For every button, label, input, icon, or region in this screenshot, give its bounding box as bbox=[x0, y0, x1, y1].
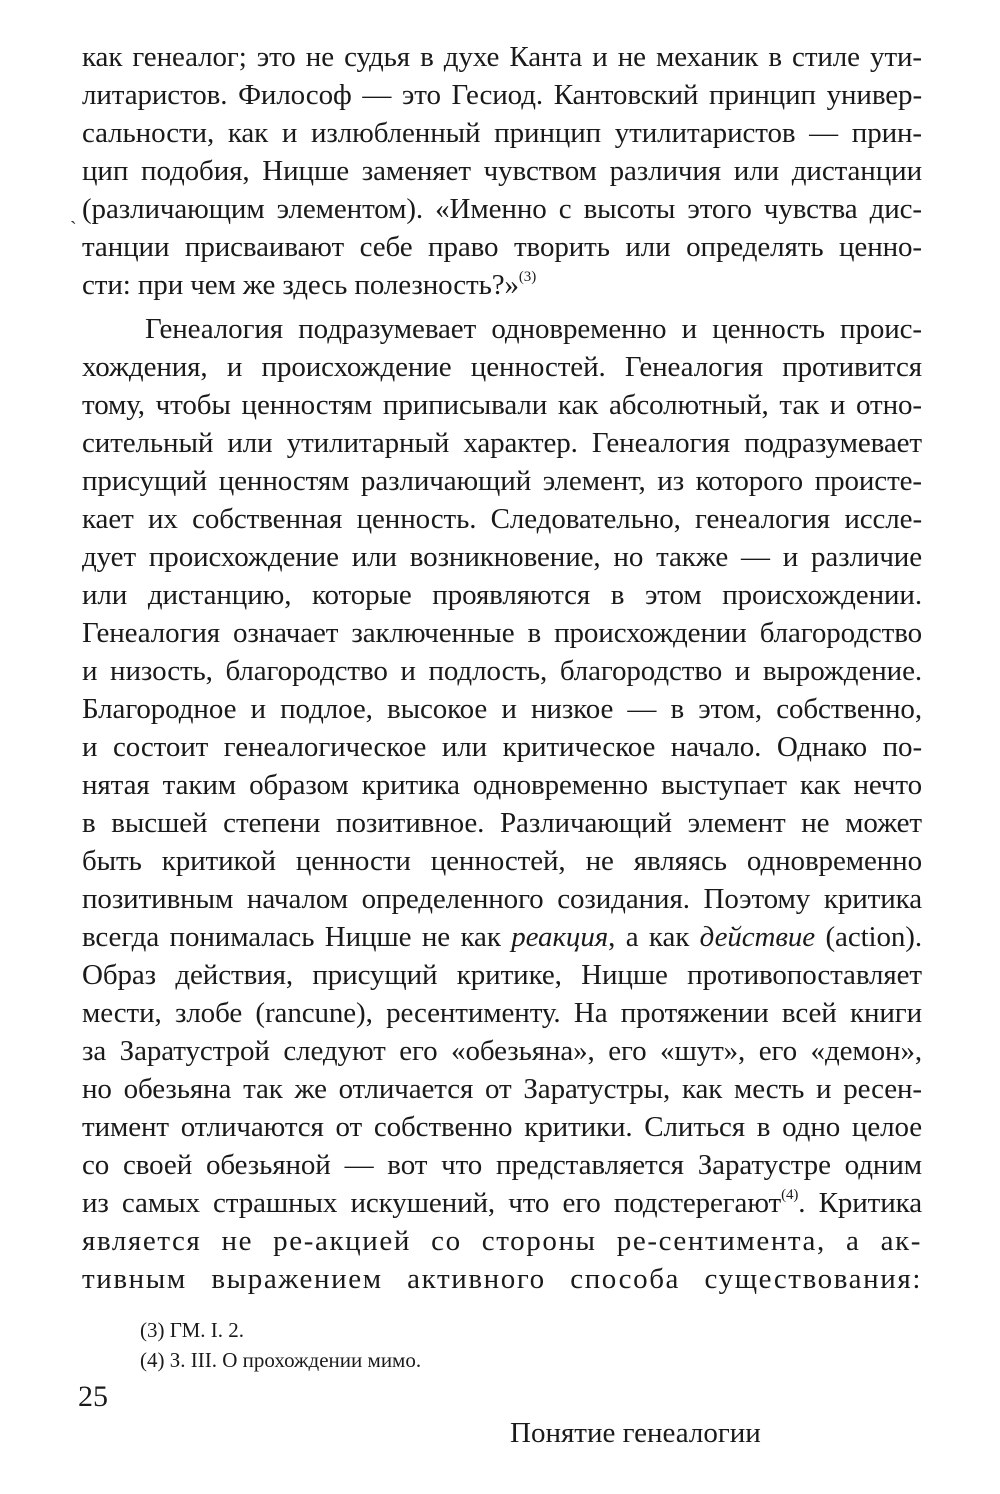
text-line: дует происхождение или возникновение, но также — и различие bbox=[82, 541, 922, 573]
italic-term: реакция bbox=[511, 921, 609, 953]
text-line: или дистанцию, которые проявляются в этом происхождении. bbox=[82, 579, 922, 611]
text-line: как генеалог; это не судья в духе Канта и не механик в стиле ути- bbox=[82, 41, 922, 73]
text-line: тому, чтобы ценностям приписывали как абсолютный, так и отно- bbox=[82, 389, 922, 421]
text-line: в высшей степени позитивное. Различающий элемент не может bbox=[82, 807, 922, 839]
text-line: Генеалогия означает заключенные в происхождении благородство bbox=[82, 617, 922, 649]
text-line: хождения, и происхождение ценностей. Генеалогия противится bbox=[82, 351, 922, 383]
italic-term: действие bbox=[699, 921, 816, 953]
text-line: тимент отличаются от собственно критики. Слиться в одно целое bbox=[82, 1111, 922, 1143]
text-line: сительный или утилитарный характер. Генеалогия подразумевает bbox=[82, 427, 922, 459]
text-line: за Заратустрой следуют его «обезьяна», его «шут», его «демон», bbox=[82, 1035, 922, 1067]
text-line: цип подобия, Ницше заменяет чувством различия или дистанции bbox=[82, 155, 922, 187]
footnote-3: (3) ГМ. I. 2. bbox=[140, 1318, 245, 1342]
text-line: Генеалогия подразумевает одновременно и ценность проис- bbox=[145, 313, 922, 345]
text-line: но обезьяна так же отличается от Заратустры, как месть и ресен- bbox=[82, 1073, 922, 1105]
text-line: Благородное и подлое, высокое и низкое — в этом, собственно, bbox=[82, 693, 922, 725]
text-line bbox=[82, 1184, 922, 1222]
page-number: 25 bbox=[78, 1380, 108, 1413]
text-line: и низость, благородство и подлость, благородство и вырождение. bbox=[82, 655, 922, 687]
text-line: и состоит генеалогическое или критическое начало. Однако по- bbox=[82, 731, 922, 763]
text-line: быть критикой ценности ценностей, не являясь одновременно bbox=[82, 845, 922, 877]
text-line: мести, злобе (rancune), ресентименту. На протяжении всей книги bbox=[82, 997, 922, 1029]
text-fragment: , а как bbox=[608, 921, 700, 953]
footnote-4: (4) З. III. О прохождении мимо. bbox=[140, 1348, 422, 1372]
text-line: литаристов. Философ — это Гесиод. Кантовский принцип универ- bbox=[82, 79, 922, 111]
scan-mark: ` bbox=[70, 218, 77, 240]
text-line: танции присваивают себе право творить или определять ценно- bbox=[82, 231, 922, 263]
footnote-ref-3: (3) bbox=[518, 269, 537, 285]
text-fragment: всегда понималась Ницше не как bbox=[82, 921, 512, 953]
text-line: позитивным началом определенного созидания. Поэтому критика bbox=[82, 883, 922, 915]
text-line: со своей обезьяной — вот что представляется Заратустре одним bbox=[82, 1149, 922, 1181]
text-line: тивным выражением активного способа существования: bbox=[82, 1263, 922, 1295]
text-line bbox=[82, 918, 922, 956]
text-line: кает их собственная ценность. Следовательно, генеалогия иссле- bbox=[82, 503, 922, 535]
text-fragment: (action). bbox=[815, 921, 923, 953]
text-line: присущий ценностям различающий элемент, из которого проистe- bbox=[82, 465, 922, 497]
text-fragment: из самых страшных искушений, что его подстерегают bbox=[82, 1187, 782, 1219]
footnote-ref-4: (4) bbox=[781, 1187, 799, 1203]
text-line: нятая таким образом критика одновременно выступает как нечто bbox=[82, 769, 922, 801]
text-line: сальности, как и излюбленный принцип утилитаристов — прин- bbox=[82, 117, 922, 149]
text-line: (различающим элементом). «Именно с высоты этого чувства дис- bbox=[82, 193, 922, 225]
text-fragment: сти: при чем же здесь полезность?» bbox=[82, 269, 519, 301]
text-fragment: . Критика bbox=[798, 1187, 922, 1219]
text-line: является не ре-акцией со стороны ре-сентимента, а ак- bbox=[82, 1225, 922, 1257]
text-line bbox=[82, 266, 922, 304]
running-head: Понятие генеалогии bbox=[510, 1417, 761, 1449]
text-line: Образ действия, присущий критике, Ницше противопоставляет bbox=[82, 959, 922, 991]
